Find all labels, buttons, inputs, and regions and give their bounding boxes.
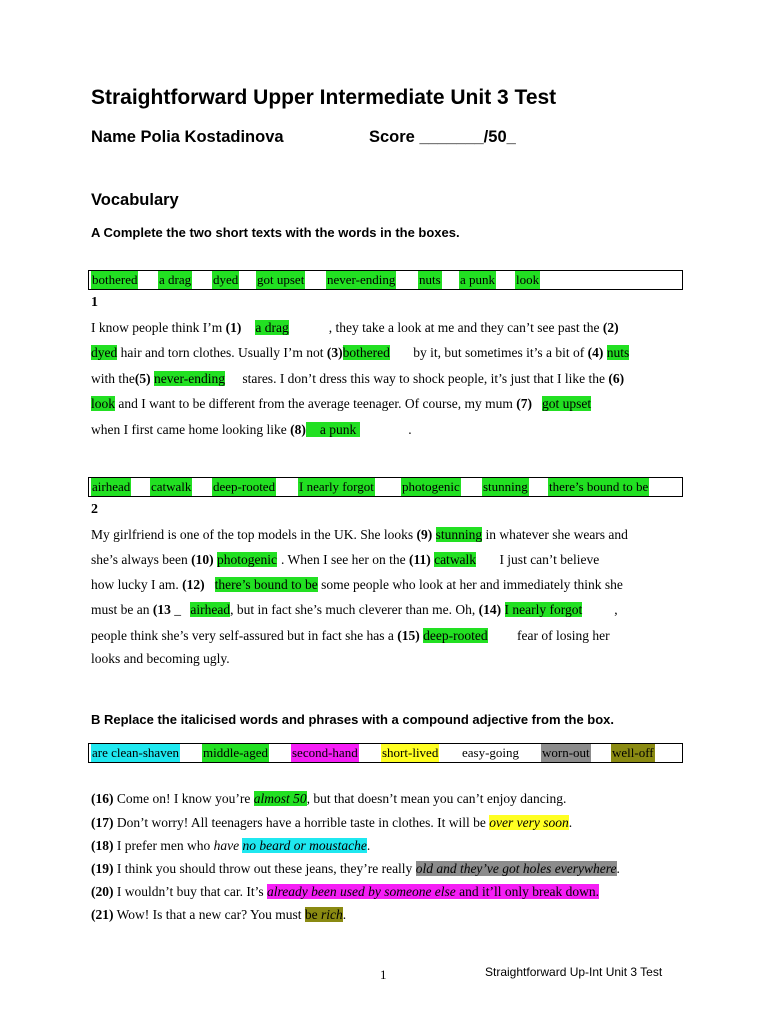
text1-line: dyed hair and torn clothes. Usually I’m not (3)bothered by it, but sometimes it’s a bit of (4) nuts [91,345,630,360]
answer-6: look [91,396,116,411]
instruction-b: B Replace the italicised words and phrases with a compound adjective from the box. [91,712,615,727]
box-word: a punk [460,272,496,287]
score-field: Score _______/50_ [369,128,516,146]
answer-2: dyed [91,345,118,360]
question-17: (17) Don’t worry! All teenagers have a horrible taste in clothes. It will be over very soon. [91,815,573,830]
text2-line: must be an (13 _ airhead, but in fact she’s much cleverer than me. Oh, (14) I nearly forgot , [91,602,618,617]
box-word: I nearly forgot [299,479,374,494]
italic-phrase: already been used by someone else [266,884,456,899]
box-word: photogenic [402,479,460,494]
question-19: (19) I think you should throw out these jeans, they’re really old and they’ve got holes everywhere. [91,861,620,876]
box-word: bothered [92,272,138,287]
box-word: stunning [483,479,528,494]
answer-3: bothered [342,345,390,360]
italic-phrase: over very soon [489,815,569,830]
box-word: deep-rooted [213,479,276,494]
text2-line: people think she’s very self-assured but in fact she has a (15) deep-rooted fear of losing her [91,628,610,643]
question-18: (18) I prefer men who have no beard or moustache. [91,838,371,853]
box-word: dyed [213,272,239,287]
answer-7: got upset [542,396,592,411]
italic-phrase: old and they’ve got holes everywhere [415,861,617,876]
question-16: (16) Come on! I know you’re almost 50, but that doesn’t mean you can’t enjoy dancing. [91,791,567,806]
answer-11: catwalk [434,552,477,567]
box-word: short-lived [382,745,439,760]
page-title: Straightforward Upper Intermediate Unit 3 Test [91,86,557,109]
text2-line: how lucky I am. (12) there’s bound to be some people who look at her and immediately think she [91,577,623,592]
box-word: are clean-shaven [92,745,179,760]
answer-4: nuts [606,345,630,360]
text2-line: My girlfriend is one of the top models in the UK. She looks (9) stunning in whatever she wears and [91,527,628,542]
text2-line: looks and becoming ugly. [91,651,230,666]
box-word: worn-out [542,745,590,760]
text1-line: with the(5) never-ending stares. I don’t dress this way to shock people, it’s just that I like the (6) [91,371,625,386]
word-box-3 [88,743,683,763]
text1-line: when I first came home looking like (8) a punk . [91,422,412,437]
word-box-2 [88,477,683,497]
answer-1: a drag [255,320,289,335]
answer-15: deep-rooted [423,628,488,643]
box-word: second-hand [292,745,358,760]
box-word: easy-going [462,745,520,760]
page-number: 1 [380,967,387,982]
box-word: nuts [419,272,441,287]
word-box-1 [88,270,683,290]
answer-10: photogenic [216,552,277,567]
answer-9: stunning [435,527,483,542]
section-heading: Vocabulary [91,191,179,209]
box-word: a drag [159,272,192,287]
answer-5: never-ending [154,371,225,386]
box-word: airhead [92,479,131,494]
italic-phrase: rich [321,907,343,922]
box-word: catwalk [151,479,192,494]
text-number-2: 2 [91,502,98,517]
text1-line: look and I want to be different from the average teenager. Of course, my mum (7) got upset [91,396,592,411]
box-word: look [516,272,540,287]
italic-phrase: no beard or moustache [242,838,367,853]
answer-14: I nearly forgot [504,602,583,617]
answer-13: airhead [190,602,231,617]
instruction-a: A Complete the two short texts with the words in the boxes. [91,225,460,240]
student-name: Name Polia Kostadinova [91,128,284,146]
text1-line: I know people think I’m (1) a drag , they take a look at me and they can’t see past the (2) [91,320,619,335]
question-20: (20) I wouldn’t buy that car. It’s already been used by someone else and it’ll only break down. [91,884,600,899]
box-word: never-ending [327,272,396,287]
text2-line: she’s always been (10) photogenic . When I see her on the (11) catwalk I just can’t believe [91,552,600,567]
box-word: got upset [257,272,305,287]
question-21: (21) Wow! Is that a new car? You must be rich. [91,907,347,922]
answer-12: there’s bound to be [214,577,318,592]
box-word: there’s bound to be [549,479,649,494]
text-number-1: 1 [91,295,98,310]
answer-8: a punk [306,422,360,437]
footer-text: Straightforward Up-Int Unit 3 Test [485,965,663,979]
box-word: middle-aged [203,745,268,760]
italic-phrase: almost 50 [253,791,307,806]
box-word: well-off [612,745,654,760]
